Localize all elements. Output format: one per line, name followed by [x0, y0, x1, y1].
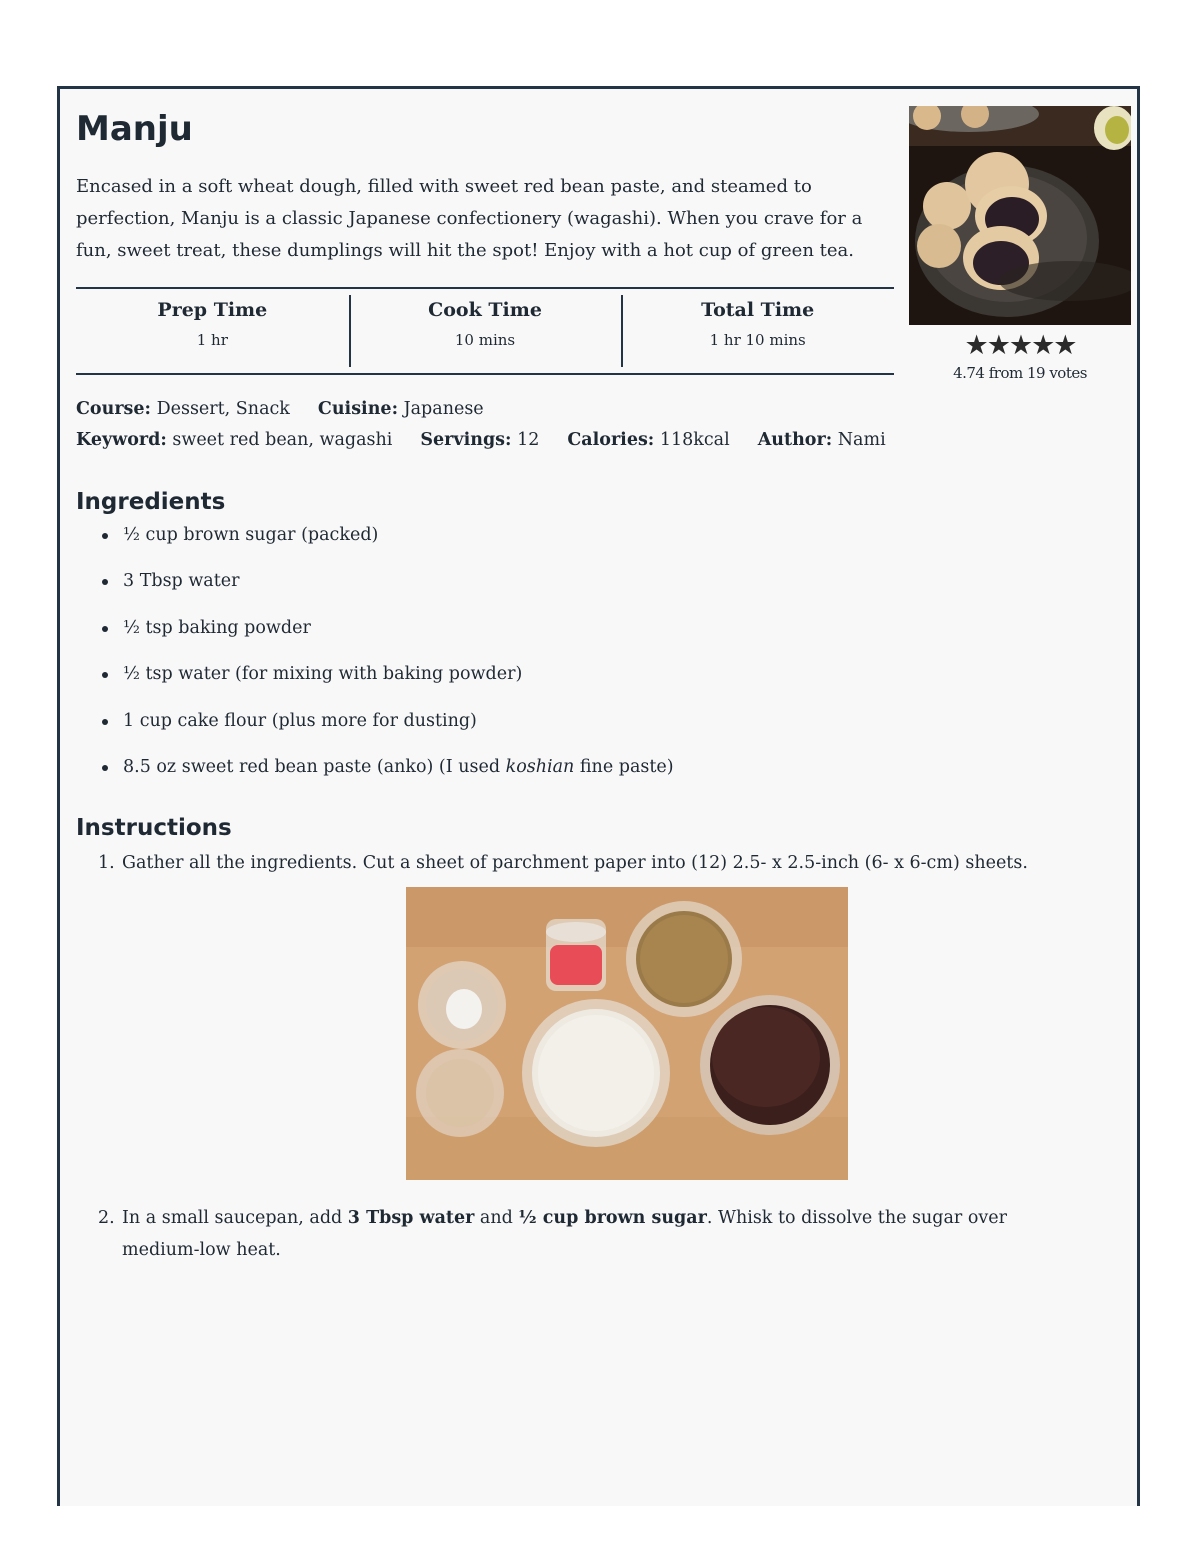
recipe-meta — [76, 394, 914, 456]
instructions-heading: Instructions — [76, 815, 232, 841]
recipe-times — [76, 287, 894, 375]
time-value: 1 hr — [196, 331, 228, 349]
meta-label: Servings: — [420, 430, 512, 450]
step-number: 1. — [98, 853, 115, 873]
ingredients-list — [76, 522, 674, 800]
meta-cuisine — [318, 399, 484, 419]
ingredient-note: koshian — [505, 756, 575, 777]
prep-time — [76, 289, 349, 373]
time-label: Prep Time — [157, 299, 268, 321]
meta-keyword — [76, 430, 392, 450]
ingredient-text: 8.5 oz sweet red bean paste (anko) (I used — [123, 756, 506, 777]
ingredients-photo — [406, 887, 848, 1180]
meta-label: Author: — [757, 430, 833, 450]
meta-calories — [567, 430, 729, 450]
meta-label: Keyword: — [76, 430, 167, 450]
meta-value: Japanese — [403, 399, 484, 419]
meta-label: Cuisine: — [317, 399, 399, 419]
step-emphasis: ½ cup brown sugar — [518, 1208, 707, 1228]
step-text-part: and — [474, 1208, 519, 1228]
rating-stars-icon[interactable]: ★★★★★ — [964, 330, 1076, 361]
ingredient-item: 1 cup cake flour (plus more for dusting) — [123, 708, 674, 754]
time-label: Cook Time — [428, 299, 542, 321]
meta-value: 12 — [517, 430, 540, 450]
meta-author — [758, 430, 886, 450]
meta-label: Calories: — [567, 430, 655, 450]
recipe-card — [57, 86, 1140, 1506]
meta-servings — [420, 430, 539, 450]
ingredient-item: ½ tsp baking powder — [123, 615, 674, 661]
recipe-title: Manju — [76, 109, 193, 149]
ingredient-item: 3 Tbsp water — [123, 568, 674, 614]
recipe-summary: Encased in a soft wheat dough, filled with sweet red bean paste, and steamed to perfection, Manju is a classic Japanese confectionery (wagashi). When you crave for a fun, sweet treat, these dumplings will hit the spot! Enjoy with a hot cup of green tea. — [76, 176, 863, 261]
time-value: 10 mins — [454, 331, 516, 349]
step-emphasis: 3 Tbsp water — [347, 1208, 475, 1228]
total-time — [621, 289, 894, 373]
meta-course — [76, 399, 290, 419]
step-text-part: . Whisk to dissolve the sugar over medium-low heat. — [122, 1208, 1007, 1260]
recipe-photo — [909, 106, 1131, 325]
time-value: 1 hr 10 mins — [709, 331, 806, 349]
ingredient-item: ½ tsp water (for mixing with baking powder) — [123, 661, 674, 707]
ingredient-text: fine paste) — [574, 756, 674, 777]
step-text-part: In a small saucepan, add — [122, 1208, 348, 1228]
meta-value: sweet red bean, wagashi — [172, 430, 393, 450]
meta-label: Course: — [76, 399, 151, 419]
meta-value: Nami — [837, 430, 886, 450]
step-text: Gather all the ingredients. Cut a sheet of parchment paper into (12) 2.5- x 2.5-inch (6- x 6-cm) sheets. — [122, 853, 1028, 873]
ingredient-item: ½ cup brown sugar (packed) — [123, 522, 674, 568]
ingredient-item — [123, 754, 674, 800]
cook-time — [349, 289, 622, 373]
recipe-rating[interactable] — [909, 332, 1131, 382]
step-text — [122, 1202, 1082, 1266]
meta-value: 118kcal — [659, 430, 730, 450]
meta-value: Dessert, Snack — [156, 399, 290, 419]
rating-text: 4.74 from 19 votes — [953, 364, 1087, 382]
ingredients-heading: Ingredients — [76, 489, 226, 515]
time-label: Total Time — [701, 299, 815, 321]
step-number: 2. — [98, 1208, 115, 1228]
